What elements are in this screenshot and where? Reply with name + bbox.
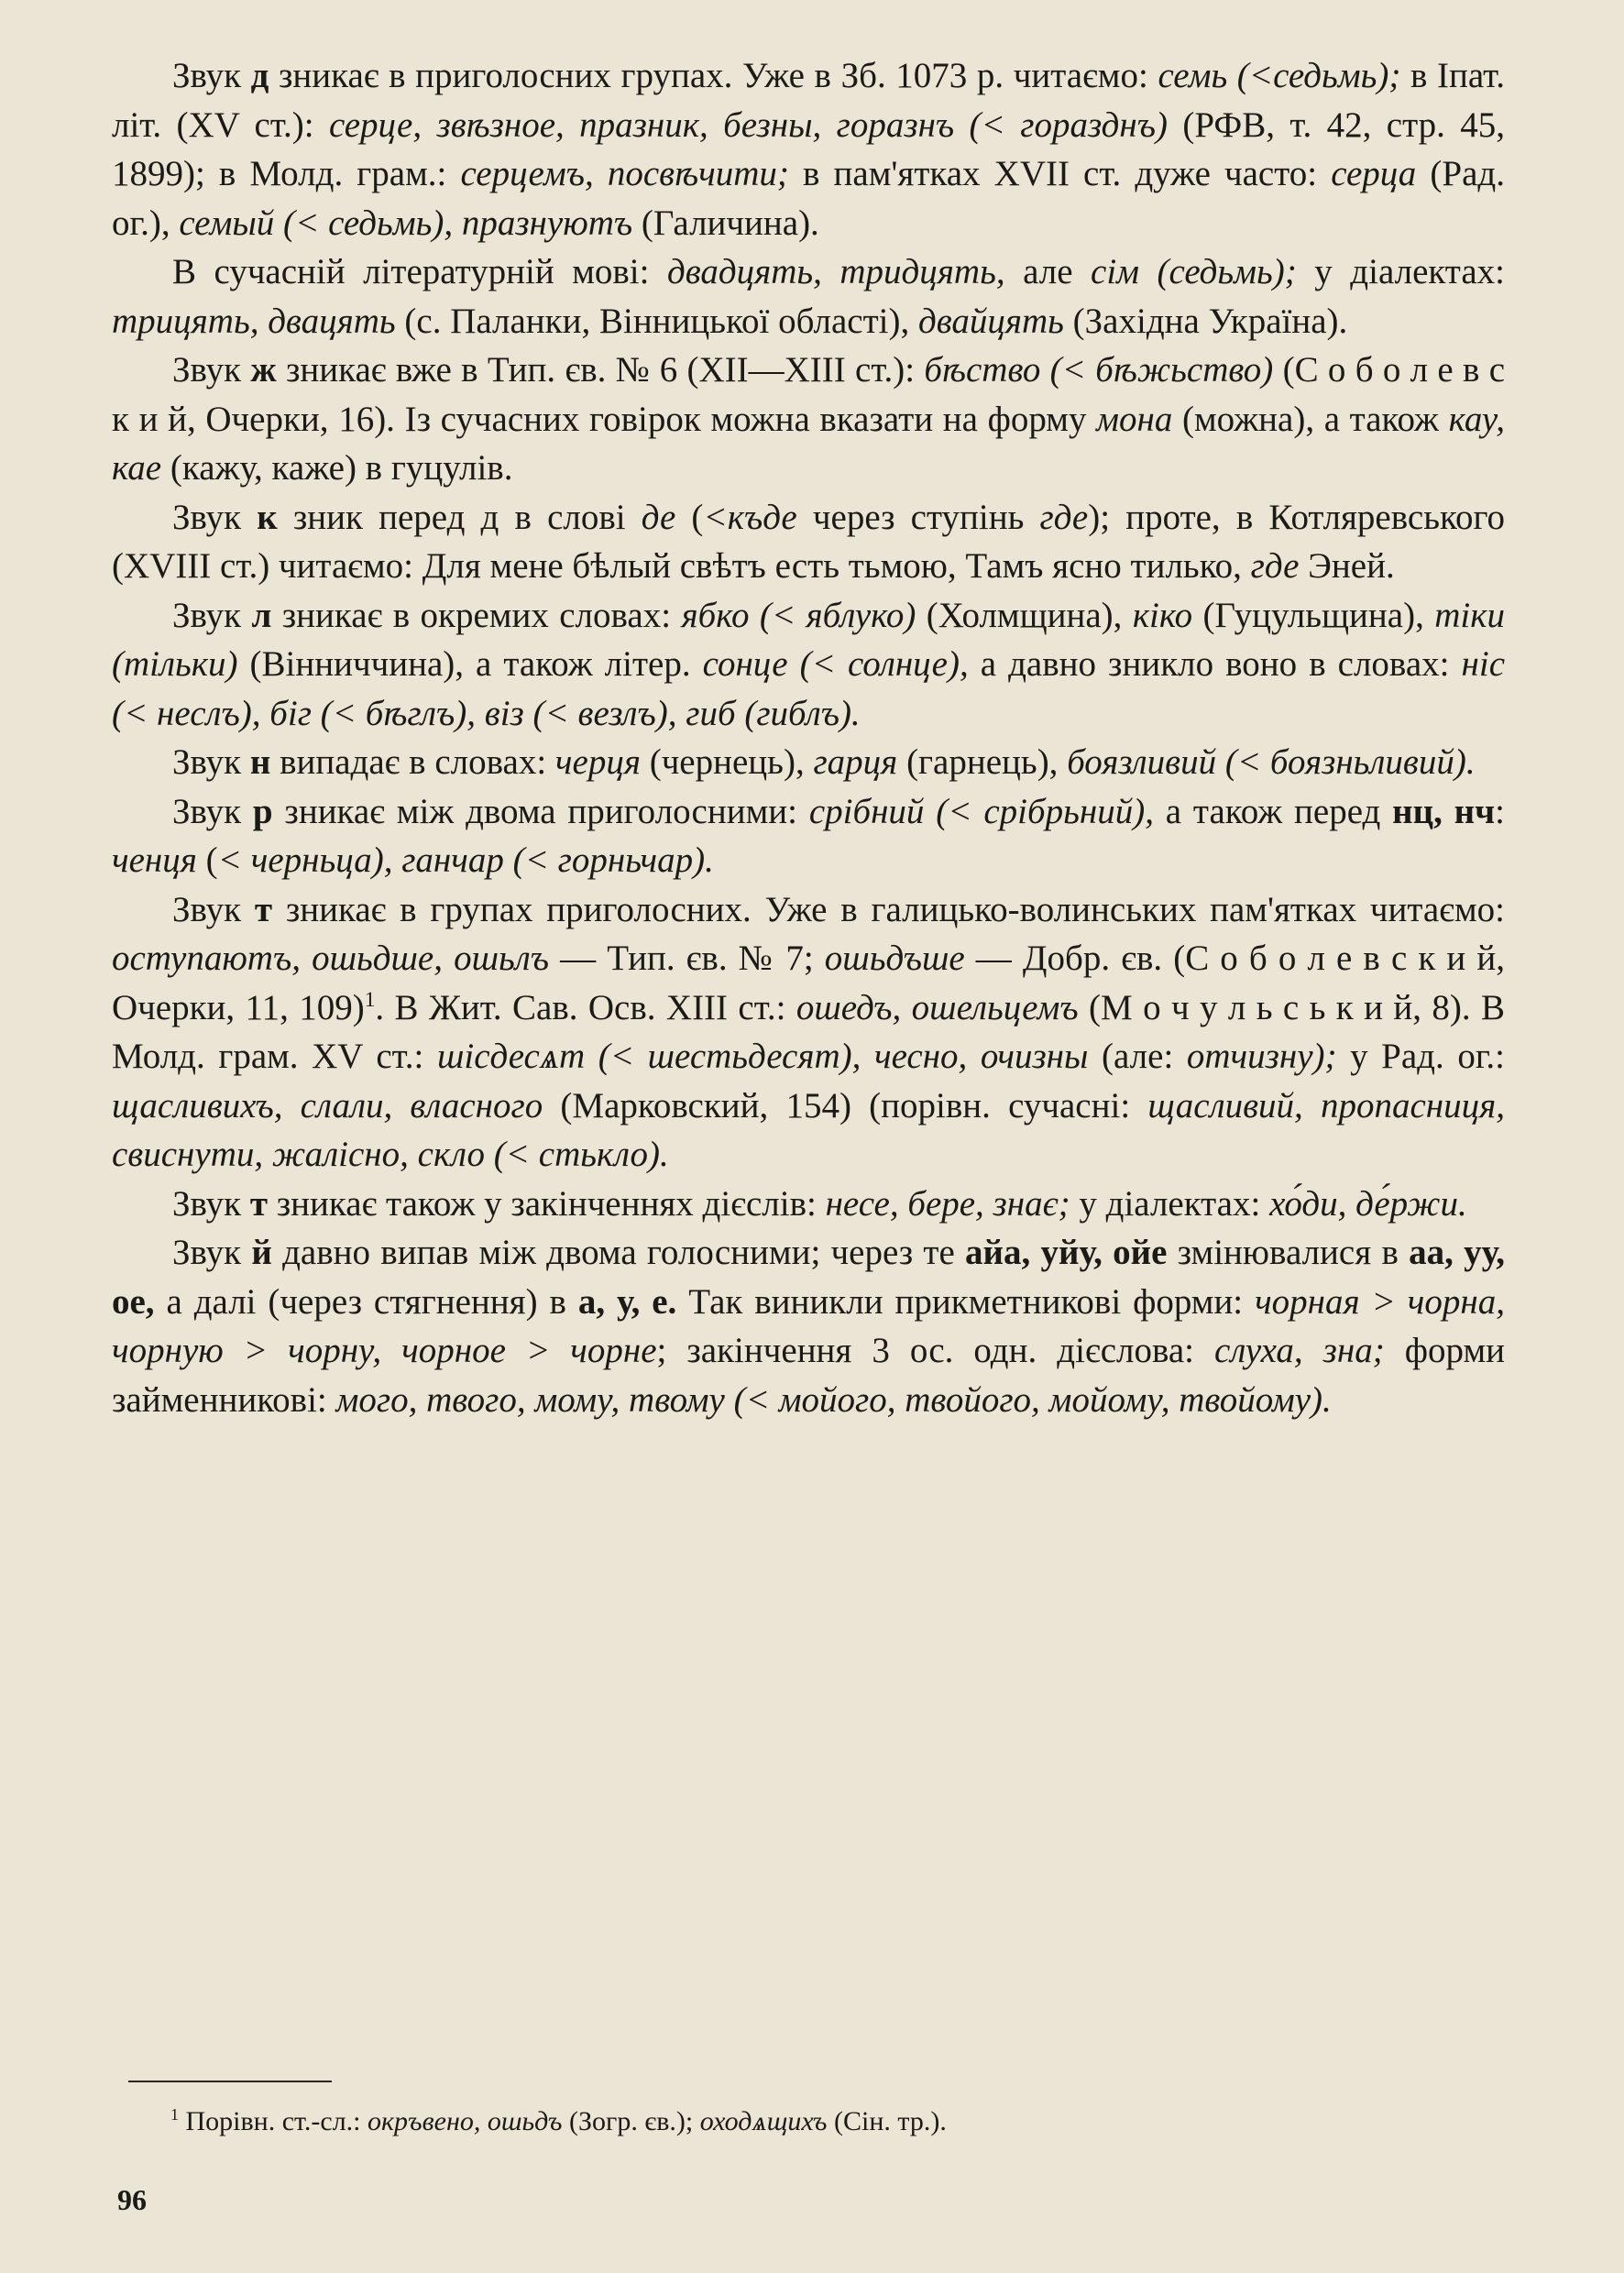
- text-run: (: [196, 840, 218, 880]
- text-run: в Іпат. літ. (XV ст.):: [112, 56, 1505, 145]
- example-word: отчизну);: [1186, 1037, 1337, 1076]
- text-run: а далі (через стягнення) в: [154, 1281, 578, 1322]
- text-run: В сучасній літературній мові:: [172, 252, 667, 291]
- sound-letter: айа, уйу, ойе: [965, 1233, 1168, 1272]
- example-word: мого, твого, мому, твому (< мойого, твойого, мойому, твойому).: [335, 1379, 1332, 1420]
- text-run: (Холмщина),: [916, 595, 1133, 635]
- sound-letter: р: [252, 791, 273, 831]
- sound-letter: к: [257, 497, 278, 537]
- text-run: ); проте, в Котляревського (XVIII ст.) читаємо: Для мене бѣлый свѣтъ есть тьмою, Тамъ ясно тилько,: [112, 497, 1505, 586]
- body-text: [112, 51, 1505, 1424]
- text-run: зник перед д в слові: [277, 497, 642, 537]
- text-run: зникає між двома приголосними:: [272, 791, 809, 831]
- text-run: а давно зникло воно в словах:: [968, 644, 1462, 684]
- example-word: де: [641, 497, 676, 537]
- example-word: ошьдъше: [824, 939, 965, 978]
- sound-letter: л: [251, 595, 272, 635]
- example-word: серце, звѣзное, празник, безны, горазнъ (< горазднъ): [328, 104, 1168, 145]
- text-run: . В Жит. Сав. Осв. XIII ст.:: [375, 987, 796, 1027]
- example-word: черця: [554, 742, 641, 782]
- example-word: сонце (< солнце),: [702, 644, 969, 684]
- text-run: а також перед: [1153, 791, 1393, 831]
- footnote: [170, 2103, 1454, 2140]
- text-run: ; закінчення 3 ос. одн. дієслова:: [656, 1331, 1215, 1370]
- text-run: в пам'ятках XVII ст. дуже часто:: [788, 154, 1332, 193]
- paragraph: [112, 738, 1505, 787]
- example-word: щасливихъ, слали, власного: [112, 1085, 543, 1126]
- example-word: бѣство (< бѣжьство): [924, 350, 1274, 390]
- text-run: (Західна Україна).: [1063, 301, 1348, 341]
- example-word: двайцять: [917, 301, 1064, 341]
- text-run: (але:: [1088, 1037, 1187, 1076]
- text-run: (С о б о л е в с к и й, Очерки, 16). Із сучасних говірок можна вказати на форму: [112, 350, 1506, 439]
- text-run: давно випав між двома голосними; через те: [271, 1233, 966, 1272]
- example-word: боязливий (< боязньливий).: [1067, 742, 1476, 782]
- paragraph: [112, 1228, 1505, 1424]
- footnote-ref: 1: [364, 987, 376, 1012]
- text-run: Звук: [172, 742, 250, 782]
- paragraph: [112, 787, 1505, 885]
- text-run: (Вінниччина), а також літер.: [237, 644, 703, 684]
- text-run: випадає в словах:: [270, 742, 555, 782]
- sound-letter: ж: [250, 350, 277, 390]
- text-run: (РФВ, т. 42, стр. 45, 1899); в Молд. грам.:: [112, 104, 1505, 193]
- text-run: Порівн. ст.-сл.:: [179, 2106, 368, 2136]
- footnote-separator: [128, 2081, 332, 2082]
- text-run: (Зогр. єв.);: [562, 2106, 700, 2136]
- paragraph: [112, 247, 1505, 346]
- text-run: у діалектах:: [1296, 252, 1505, 291]
- text-run: (Сін. тр.).: [827, 2106, 947, 2136]
- text-run: у Рад. ог.:: [1336, 1037, 1505, 1076]
- example-word: хо́ди, де́ржи.: [1269, 1183, 1467, 1224]
- text-run: зникає в окремих словах:: [271, 595, 682, 635]
- text-run: Эней.: [1299, 546, 1395, 586]
- example-word: несе, бере, знає;: [825, 1183, 1070, 1224]
- example-word: трицять, двацять: [112, 301, 396, 341]
- text-run: зникає в групах приголосних. Уже в галицько-волинських пам'ятках читаємо:: [272, 889, 1505, 929]
- text-run: (кажу, каже) в гуцулів.: [161, 448, 513, 488]
- text-run: (можна), а також: [1172, 399, 1449, 439]
- paragraph: [112, 493, 1505, 591]
- paragraph: [112, 346, 1505, 493]
- example-word: ошедъ, ошельцемъ: [796, 987, 1079, 1027]
- paragraph: [112, 591, 1505, 739]
- example-word: серца: [1331, 154, 1417, 193]
- text-run: Звук: [172, 56, 251, 95]
- text-run: (гарнець),: [897, 742, 1068, 782]
- example-word: семь (<седьмь);: [1158, 56, 1401, 95]
- text-run: (М о ч у л ь с ь к и й, 8). В Молд. грам. XV ст.:: [112, 987, 1505, 1076]
- text-run: зникає також у закінченнях дієслів:: [268, 1183, 826, 1224]
- example-word: сім (седьмь);: [1091, 252, 1297, 291]
- text-run: через ступінь: [796, 497, 1040, 537]
- example-word: оступаютъ, ошьдше, ошьлъ: [112, 939, 550, 978]
- example-word: кіко: [1132, 595, 1193, 635]
- text-run: :: [1495, 791, 1505, 831]
- example-word: окръвено, ошьдъ: [368, 2106, 563, 2136]
- sound-letter: аа, уу, ое,: [112, 1233, 1505, 1322]
- example-word: шісдесѧт (< шестьдесят), чесно, очизны: [436, 1037, 1089, 1076]
- example-word: тіки (тільки): [112, 595, 1505, 684]
- text-run: (Гуцульщина),: [1192, 595, 1435, 635]
- text-run: Звук: [172, 1233, 252, 1272]
- footnote-ref: 1: [170, 2105, 179, 2124]
- example-word: чорная > чорна, чорную > чорну, чорное > чорне: [112, 1281, 1505, 1370]
- example-word: где: [1250, 546, 1300, 586]
- sound-letter: нц, нч: [1392, 791, 1496, 831]
- text-run: (Галичина).: [632, 203, 819, 243]
- example-word: гарця: [813, 742, 898, 782]
- example-word: двадцять, тридцять,: [666, 252, 1005, 291]
- text-run: зникає в приголосних групах. Уже в Зб. 1073 р. читаємо:: [269, 56, 1158, 95]
- text-run: форми займенникові:: [112, 1331, 1505, 1420]
- text-run: Звук: [172, 791, 253, 831]
- text-run: — Тип. єв. № 7;: [549, 939, 825, 978]
- example-word: срібний (< срібрьний),: [808, 791, 1154, 831]
- sound-letter: а, у, е.: [577, 1281, 677, 1322]
- sound-letter: т: [249, 1183, 268, 1224]
- example-word: мона: [1096, 399, 1173, 439]
- text-run: Звук: [172, 595, 252, 635]
- page-number: 96: [117, 2183, 147, 2216]
- text-run: — Добр. єв. (С о б о л е в с к и й, Очерки, 11, 109): [112, 939, 1505, 1027]
- text-run: Так виникли прикметникові форми:: [676, 1281, 1256, 1322]
- text-run: але: [1004, 252, 1092, 291]
- sound-letter: д: [250, 56, 269, 95]
- text-run: змінювалися в: [1167, 1233, 1410, 1272]
- paragraph: [112, 1180, 1505, 1229]
- text-run: (: [675, 497, 704, 537]
- example-word: серцемъ, посвѣчити;: [460, 154, 789, 193]
- sound-letter: й: [251, 1233, 272, 1272]
- text-run: (с. Паланки, Вінницької області),: [395, 301, 918, 341]
- text-run: Звук: [172, 1183, 250, 1224]
- paragraph: [112, 885, 1505, 1180]
- example-word: ніс (< неслъ), біг (< бѣглъ), віз (< везлъ), гиб (гиблъ).: [112, 644, 1506, 733]
- example-word: щасливий, пропасниця, свиснути, жалісно, скло (< стькло).: [112, 1085, 1505, 1174]
- sound-letter: т: [254, 889, 273, 929]
- text-run: зникає вже в Тип. єв. № 6 (XII—XIII ст.):: [276, 350, 925, 390]
- sound-letter: н: [249, 742, 271, 782]
- text-run: Звук: [172, 350, 251, 390]
- text-run: (Марковский, 154) (порівн. сучасні:: [543, 1085, 1148, 1126]
- example-word: кау, кае: [112, 399, 1505, 488]
- example-word: где: [1039, 497, 1089, 537]
- example-word: < черньца), ганчар (< горньчар).: [217, 840, 714, 880]
- example-word: оходѧщихъ: [699, 2106, 828, 2136]
- text-run: Звук: [172, 497, 258, 537]
- example-word: ябко (< яблуко): [681, 595, 916, 635]
- text-run: (Рад. ог.),: [112, 154, 1505, 243]
- text-run: (чернець),: [640, 742, 814, 782]
- text-run: Звук: [172, 889, 255, 929]
- example-word: ченця: [112, 840, 197, 880]
- paragraph: [112, 51, 1505, 247]
- example-word: <къде: [703, 497, 797, 537]
- text-run: у діалектах:: [1070, 1183, 1270, 1224]
- example-word: семый (< седьмь), празнуютъ: [179, 203, 633, 243]
- example-word: слуха, зна;: [1214, 1331, 1385, 1370]
